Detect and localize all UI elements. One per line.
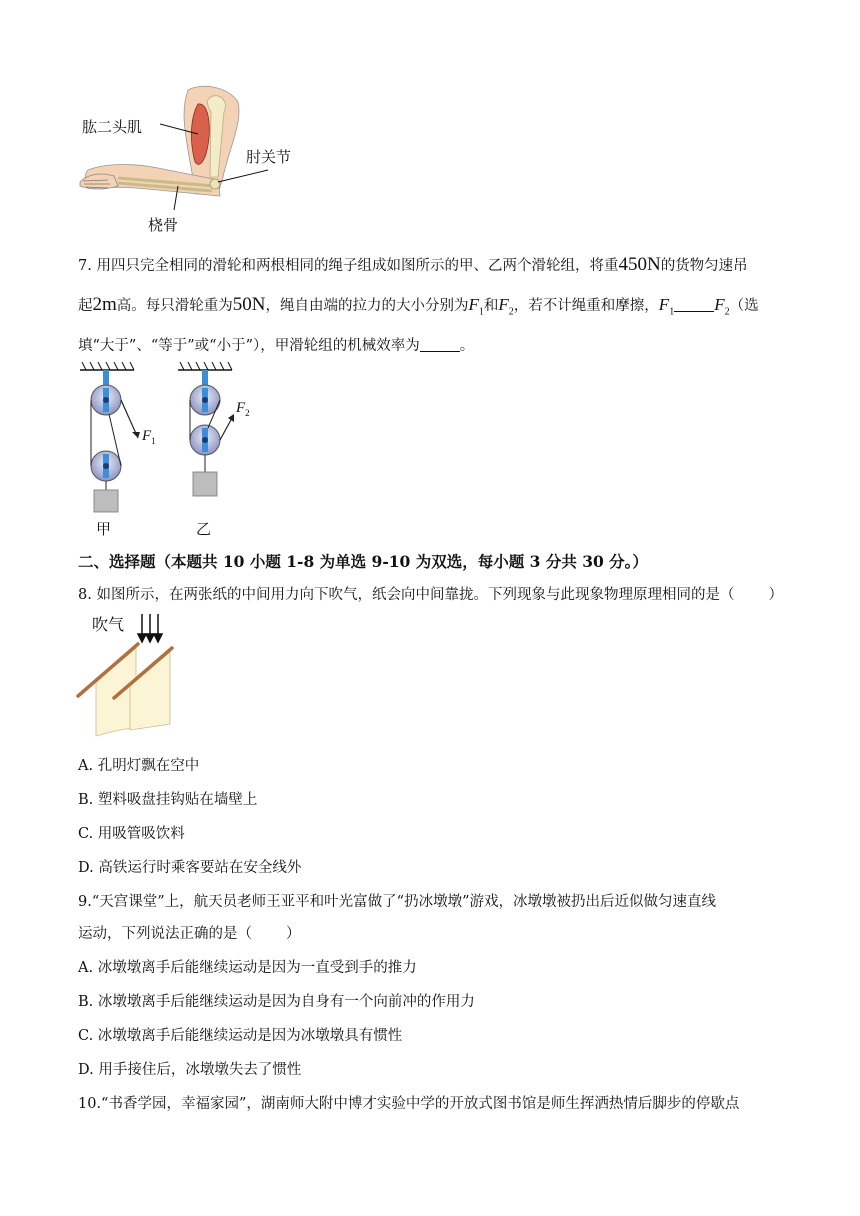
q9-text: 运动，下列说法正确的是（ bbox=[78, 926, 252, 942]
q7-text: ，绳自由端的拉力的大小分别为 bbox=[265, 298, 469, 314]
q7-text: 7. 用四只完全相同的滑轮和两根相同的绳子组成如图所示的甲、乙两个滑轮组，将重 bbox=[78, 258, 619, 274]
pulley-figure bbox=[70, 362, 270, 542]
radius-label: 桡骨 bbox=[148, 216, 179, 234]
q7-pulley-weight: 50N bbox=[232, 294, 266, 315]
blowing-figure bbox=[76, 612, 186, 738]
q8-text: ） bbox=[768, 587, 783, 603]
elbow-label: 肘关节 bbox=[246, 148, 292, 166]
q7-line2 bbox=[78, 294, 759, 317]
f2-subscript: 2 bbox=[724, 306, 730, 318]
q7-text: 和 bbox=[483, 298, 499, 314]
pulley-jia-label: 甲 bbox=[96, 520, 112, 538]
f2-symbol: F bbox=[714, 295, 725, 314]
q7-f1 bbox=[468, 295, 484, 318]
fig-f2-subscript: 2 bbox=[245, 408, 250, 418]
q10-stem-line1: 10.“书香学园，幸福家园”，湖南师大附中博才实验中学的开放式图书馆是师生挥洒热情后脚步的停歇点 bbox=[78, 1096, 740, 1112]
q7-f2-compare bbox=[714, 295, 730, 318]
fig-f1-symbol: F bbox=[142, 428, 152, 444]
q7-line3 bbox=[78, 334, 474, 355]
q9-option-c[interactable]: C. 冰墩墩离手后能继续运动是因为冰墩墩具有惯性 bbox=[78, 1028, 403, 1044]
q9-text: ） bbox=[286, 926, 301, 942]
f1-symbol: F bbox=[658, 295, 670, 314]
q8-option-b[interactable]: B. 塑料吸盘挂钩贴在墙壁上 bbox=[78, 792, 258, 808]
q7-text: ，若不计绳重和摩擦， bbox=[513, 298, 659, 314]
q7-text: 。 bbox=[459, 338, 475, 354]
q9-option-a[interactable]: A. 冰墩墩离手后能继续运动是因为一直受到手的推力 bbox=[78, 960, 417, 976]
q7-text: 起 bbox=[78, 298, 93, 314]
f2-symbol: F bbox=[498, 295, 509, 314]
f1-subscript: 1 bbox=[669, 306, 675, 318]
fig-f1-subscript: 1 bbox=[151, 436, 156, 446]
q7-text: （选 bbox=[729, 298, 759, 314]
q8-stem bbox=[78, 583, 783, 604]
q7-weight: 450N bbox=[618, 254, 661, 275]
biceps-label: 肱二头肌 bbox=[82, 118, 143, 136]
q7-line1 bbox=[78, 254, 748, 276]
q9-stem-line2 bbox=[78, 922, 301, 943]
f2-subscript: 2 bbox=[508, 306, 514, 318]
section2-title: 二、选择题（本题共 10 小题 1-8 为单选 9-10 为双选，每小题 3 分共 30 分。） bbox=[78, 552, 648, 571]
q9-option-b[interactable]: B. 冰墩墩离手后能继续运动是因为自身有一个向前冲的作用力 bbox=[78, 994, 475, 1010]
q7-f1-compare bbox=[658, 295, 675, 318]
q7-f2 bbox=[498, 295, 514, 318]
q8-text: 8. 如图所示，在两张纸的中间用力向下吹气，纸会向中间靠拢。下列现象与此现象物理原理相同的是（ bbox=[78, 587, 735, 603]
f1-subscript: 1 bbox=[478, 306, 484, 318]
q8-option-d[interactable]: D. 高铁运行时乘客要站在安全线外 bbox=[78, 860, 302, 876]
q9-stem-line1: 9.“天宫课堂”上，航天员老师王亚平和叶光富做了“扔冰墩墩”游戏，冰墩墩被扔出后近似做匀速直线 bbox=[78, 894, 716, 910]
answer-blank-compare[interactable] bbox=[674, 297, 714, 312]
q8-option-a[interactable]: A. 孔明灯飘在空中 bbox=[78, 758, 200, 774]
pulley-f1-label bbox=[142, 428, 156, 446]
pulley-illustration bbox=[70, 362, 270, 542]
fig-f2-symbol: F bbox=[236, 400, 246, 416]
arm-figure bbox=[78, 82, 308, 232]
blowing-label: 吹气 bbox=[92, 615, 125, 634]
q7-text: 填“大于”、“等于”或“小于”），甲滑轮组的机械效率为 bbox=[78, 338, 420, 354]
answer-blank-efficiency[interactable] bbox=[420, 337, 460, 352]
q7-height: 2m bbox=[92, 294, 117, 315]
q9-option-d[interactable]: D. 用手接住后，冰墩墩失去了惯性 bbox=[78, 1062, 302, 1078]
pulley-yi-label: 乙 bbox=[196, 520, 212, 538]
f1-symbol: F bbox=[468, 295, 479, 314]
q8-option-c[interactable]: C. 用吸管吸饮料 bbox=[78, 826, 185, 842]
q7-text: 的货物匀速吊 bbox=[660, 258, 748, 274]
pulley-f2-label bbox=[236, 400, 250, 418]
q7-text: 高。每只滑轮重为 bbox=[116, 298, 233, 314]
